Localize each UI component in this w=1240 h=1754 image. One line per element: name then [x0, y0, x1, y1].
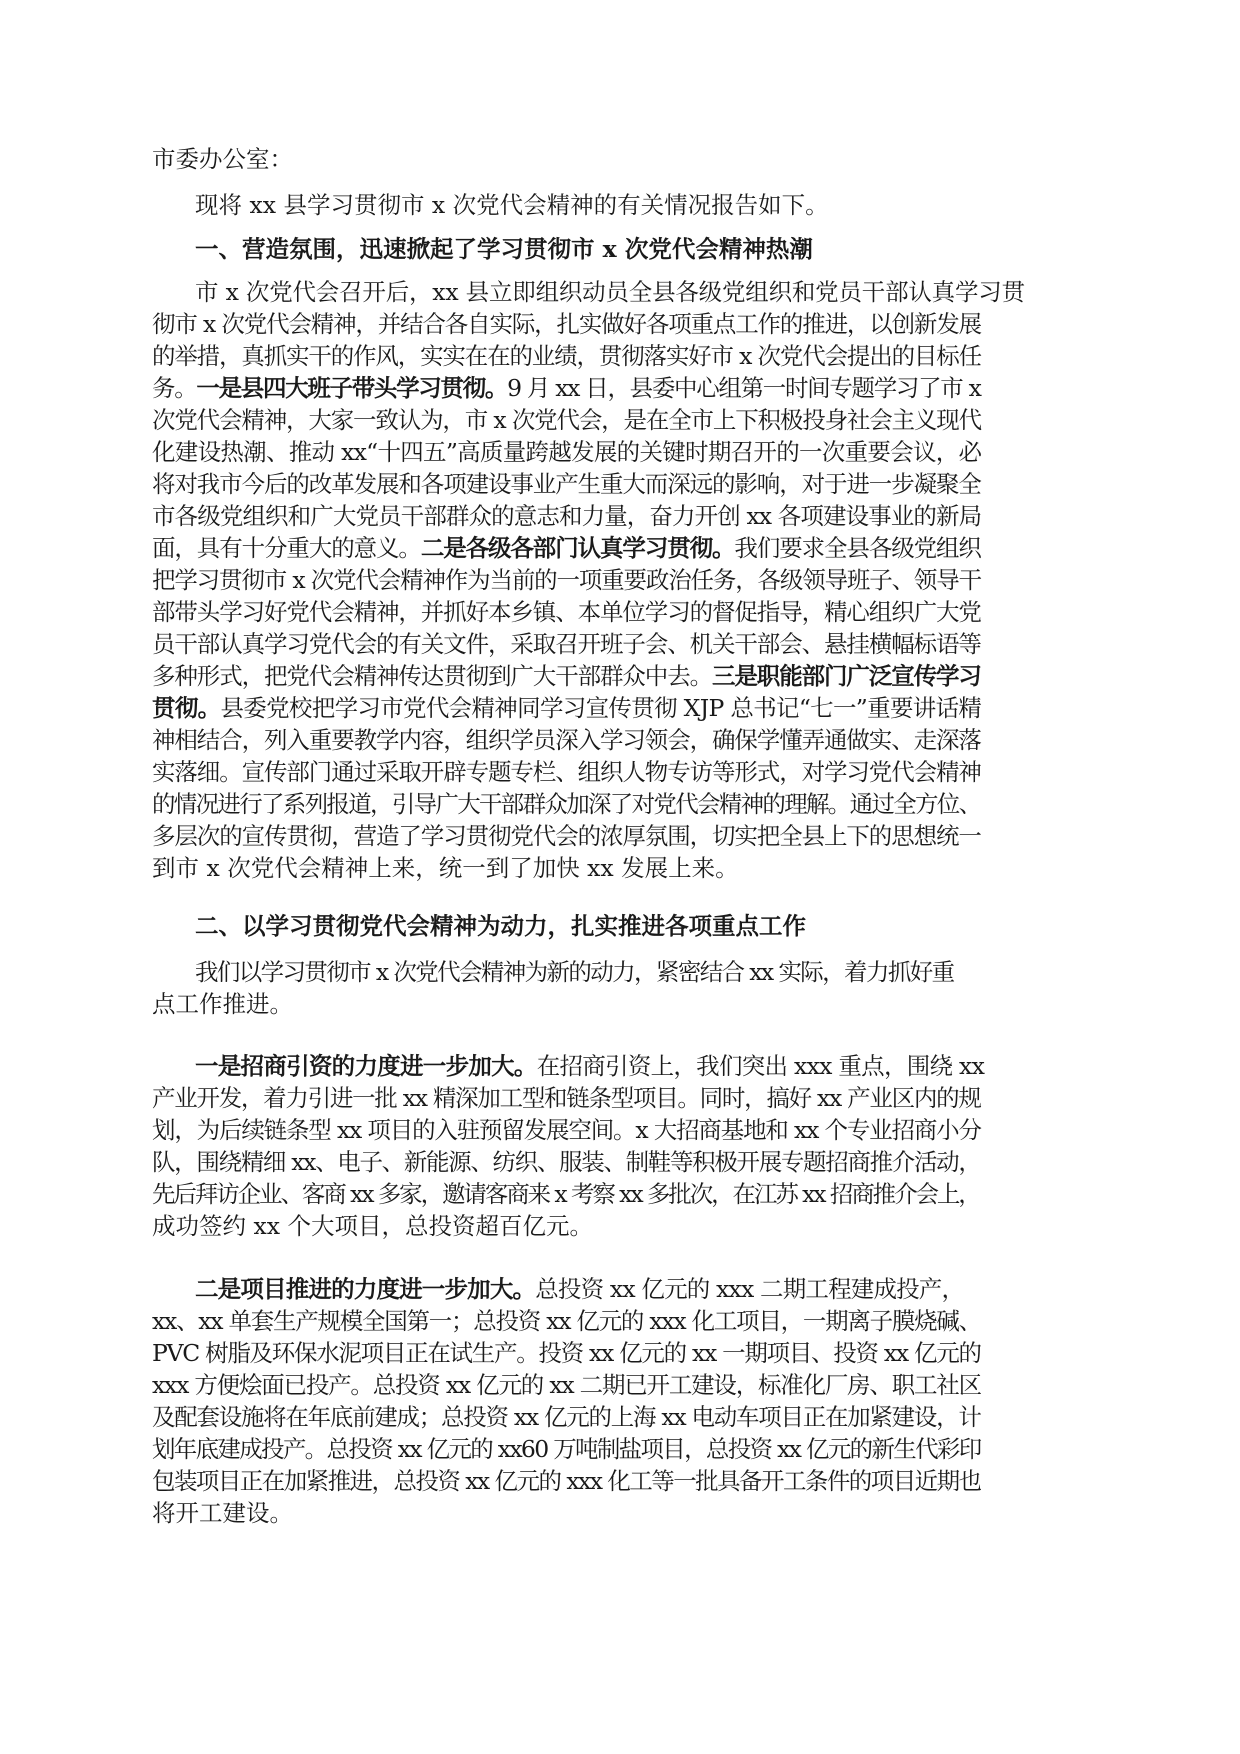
text-line	[195, 1272, 964, 1306]
text-line: 多层次的宣传贯彻，营造了学习贯彻党代会的浓厚氛围，切实把全县上下的思想统一	[152, 822, 981, 850]
text-line: 市各级党组织和广大党员干部群众的意志和力量，奋力开创 xx 各项建设事业的新局	[152, 502, 982, 530]
text-line: 部带头学习好党代会精神，并抓好本乡镇、本单位学习的督促指导，精心组织广大党	[152, 598, 981, 626]
bold-lead-phrase: 一是县四大班子带头学习贯彻。	[196, 374, 508, 402]
text-line: 市委办公室：	[152, 145, 293, 173]
bold-lead-phrase: 二是项目推进的力度进一步加大。	[195, 1275, 536, 1303]
text-segment: 我们要求全县各级党组织	[734, 534, 981, 562]
text-line: 实落细。宣传部门通过采取开辟专题专栏、组织人物专访等形式，对学习党代会精神	[152, 758, 981, 786]
text-line: 划，为后续链条型 xx 项目的入驻预留发展空间。x 大招商基地和 xx 个专业招商小分	[152, 1116, 981, 1144]
bold-lead-phrase: 三是职能部门广泛宣传学习	[712, 662, 981, 690]
section-heading: 二、以学习贯彻党代会精神为动力，扎实推进各项重点工作	[195, 912, 806, 940]
text-segment: 总投资 xx 亿元的 xxx 二期工程建成投产，	[535, 1275, 965, 1303]
text-line: 将对我市今后的改革发展和各项建设事业产生重大而深远的影响，对于进一步凝聚全	[152, 470, 981, 498]
bold-lead-phrase: 二是各级各部门认真学习贯彻。	[420, 534, 735, 562]
text-line: 现将 xx 县学习贯彻市 x 次党代会精神的有关情况报告如下。	[195, 191, 829, 219]
text-line: 到市 x 次党代会精神上来，统一到了加快 xx 发展上来。	[152, 854, 739, 882]
text-line: 化建设热潮、推动 xx“十四五”高质量跨越发展的关键时期召开的一次重要会议，必	[152, 438, 982, 466]
text-line: 成功签约 xx 个大项目，总投资超百亿元。	[152, 1212, 593, 1240]
text-line	[152, 691, 981, 725]
text-line: 彻市 x 次党代会精神，并结合各自实际，扎实做好各项重点工作的推进，以创新发展	[152, 310, 981, 338]
text-line: 员干部认真学习党代会的有关文件，采取召开班子会、机关干部会、悬挂横幅标语等	[152, 630, 981, 658]
text-line: 产业开发，着力引进一批 xx 精深加工型和链条型项目。同时，搞好 xx 产业区内的规	[152, 1084, 981, 1112]
text-line: 划年底建成投产。总投资 xx 亿元的 xx60 万吨制盐项目，总投资 xx 亿元的新生代彩印	[152, 1435, 981, 1463]
text-segment: 面，具有十分重大的意义。	[152, 534, 421, 562]
text-segment: 多种形式，把党代会精神传达贯彻到广大干部群众中去。	[152, 662, 712, 690]
text-segment: 在招商引资上，我们突出 xxx 重点，围绕 xx	[536, 1052, 985, 1080]
text-segment: 9 月 xx 日，县委中心组第一时间专题学习了市 x	[507, 374, 981, 402]
text-line: xxx 方便烩面已投产。总投资 xx 亿元的 xx 二期已开工建设，标准化厂房、职工社区	[152, 1371, 981, 1399]
text-segment: 县委党校把学习市党代会精神同学习宣传贯彻 XJP 总书记“七一”重要讲话精	[220, 694, 982, 722]
text-line: 市 x 次党代会召开后，xx 县立即组织动员全县各级党组织和党员干部认真学习贯	[195, 278, 1025, 306]
text-line	[152, 531, 981, 565]
section-heading: 一、营造氛围，迅速掀起了学习贯彻市 x 次党代会精神热潮	[195, 235, 813, 263]
text-line	[152, 371, 981, 405]
text-line: 队，围绕精细 xx、电子、新能源、纺织、服装、制鞋等积极开展专题招商推介活动，	[152, 1148, 981, 1176]
text-line: 点工作推进。	[152, 990, 293, 1018]
text-line: 的举措，真抓实干的作风，实实在在的业绩，贯彻落实好市 x 次党代会提出的目标任	[152, 342, 981, 370]
text-line: 次党代会精神，大家一致认为，市 x 次党代会，是在全市上下积极投身社会主义现代	[152, 406, 981, 434]
text-segment: 务。	[152, 374, 197, 402]
text-line: 先后拜访企业、客商 xx 多家，邀请客商来 x 考察 xx 多批次，在江苏 xx 招商推介会上，	[152, 1180, 980, 1208]
text-line: 及配套设施将在年底前建成；总投资 xx 亿元的上海 xx 电动车项目正在加紧建设，计	[152, 1403, 981, 1431]
text-line: xx、xx 单套生产规模全国第一；总投资 xx 亿元的 xxx 化工项目，一期离子膜烧碱、	[152, 1307, 981, 1335]
text-line: 将开工建设。	[152, 1499, 293, 1527]
text-line: 的情况进行了系列报道，引导广大干部群众加深了对党代会精神的理解。通过全方位、	[152, 790, 981, 818]
text-line: PVC 树脂及环保水泥项目正在试生产。投资 xx 亿元的 xx 一期项目、投资 xx 亿元的	[152, 1339, 981, 1367]
text-line: 把学习贯彻市 x 次党代会精神作为当前的一项重要政治任务，各级领导班子、领导干	[152, 566, 981, 594]
bold-lead-phrase: 一是招商引资的力度进一步加大。	[195, 1052, 537, 1080]
text-line: 包装项目正在加紧推进，总投资 xx 亿元的 xxx 化工等一批具备开工条件的项目近期也	[152, 1467, 981, 1495]
text-line	[195, 1049, 984, 1083]
text-line: 神相结合，列入重要教学内容，组织学员深入学习领会，确保学懂弄通做实、走深落	[152, 726, 981, 754]
bold-lead-phrase: 贯彻。	[152, 694, 221, 722]
text-line: 我们以学习贯彻市 x 次党代会精神为新的动力，紧密结合 xx 实际，着力抓好重	[195, 958, 954, 986]
text-line	[152, 659, 981, 693]
